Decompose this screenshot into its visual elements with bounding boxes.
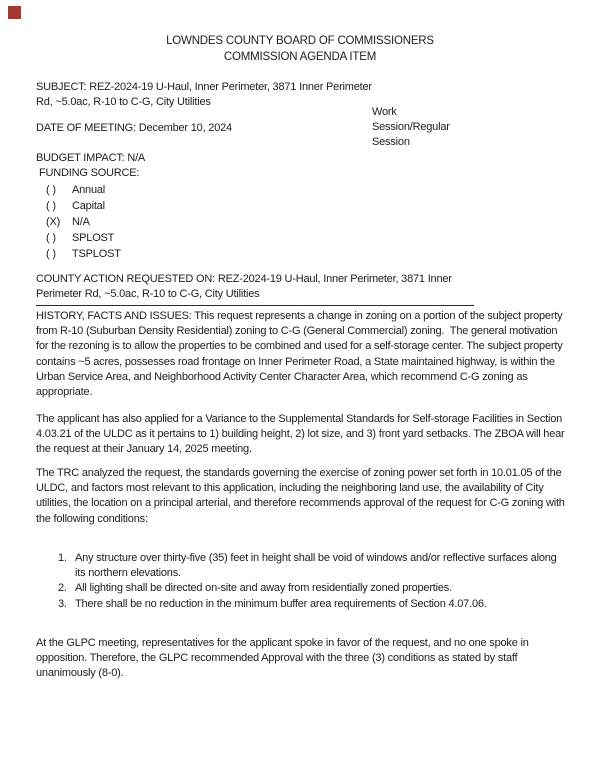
- budget-impact-field: BUDGET IMPACT: N/A: [36, 152, 146, 164]
- condition-text: All lighting shall be directed on-site and away from residentially zoned properties.: [75, 582, 452, 595]
- funding-option-annual: [46, 182, 121, 198]
- condition-number: 2.: [58, 582, 67, 595]
- condition-number: 3.: [58, 597, 67, 610]
- checkbox-na-checked: (X): [46, 216, 61, 228]
- date-of-meeting-field: DATE OF MEETING: December 10, 2024: [36, 122, 232, 134]
- condition-item-2: [58, 581, 568, 596]
- funding-option-label: TSPLOST: [72, 248, 121, 260]
- document-header: [0, 33, 600, 65]
- funding-source-label: FUNDING SOURCE:: [39, 167, 140, 179]
- checkbox-splost: ( ): [46, 232, 56, 244]
- funding-option-label: Annual: [72, 184, 106, 196]
- condition-item-3: [58, 597, 568, 612]
- condition-item-1: [58, 551, 568, 581]
- header-agenda-item-title: COMMISSION AGENDA ITEM: [223, 51, 377, 63]
- red-square-marker: [8, 6, 21, 19]
- funding-option-label: SPLOST: [72, 232, 115, 244]
- checkbox-annual: ( ): [46, 184, 56, 196]
- glpc-recommendation-paragraph: At the GLPC meeting, representatives for the applicant spoke in favor of the request, and no one spoke in opposition. Therefore, the GLPC recommended Approval with the three (3) conditions as stated by staff unanimously (8-0).: [36, 637, 532, 680]
- funding-option-label: Capital: [72, 200, 105, 212]
- history-facts-issues-paragraph: HISTORY, FACTS AND ISSUES: This request represents a change in zoning on a portion of the subject property from R-10 (Suburban Density Residential) zoning to C-G (General Commercial) zoning. The general motivation for the rezoning is to allow the properties to be combined and used for a self-storage center. The subject property contains ~5 acres, possesses road frontage on Inner Perimeter Road, a State maintained highway, is within the Urban Service Area, and Neighborhood Activity Center Character Area, which recommend C-G zoning as appropriate.: [36, 310, 566, 399]
- condition-number: 1.: [58, 552, 67, 564]
- subject-line-2: Rd, ~5.0ac, R-10 to C-G, City Utilities: [36, 96, 211, 109]
- funding-source-options: [46, 182, 121, 262]
- session-type-field: Work Session/Regular Session: [372, 106, 450, 149]
- subject-line-1: SUBJECT: REZ-2024-19 U-Haul, Inner Perimeter, 3871 Inner Perimeter: [36, 81, 372, 93]
- county-action-line-2: Perimeter Rd, ~5.0ac, R-10 to C-G, City Utilities: [36, 288, 260, 301]
- county-action-line-1: COUNTY ACTION REQUESTED ON: REZ-2024-19 U-Haul, Inner Perimeter, 3871 Inner: [36, 273, 452, 285]
- funding-option-capital: [46, 198, 121, 214]
- conditions-list: [58, 551, 568, 612]
- header-board-title: LOWNDES COUNTY BOARD OF COMMISSIONERS: [166, 35, 434, 47]
- funding-option-na: [46, 214, 121, 230]
- variance-paragraph: The applicant has also applied for a Variance to the Supplemental Standards for Self-storage Facilities in Section 4.03.21 of the ULDC as it pertains to 1) building height, 2) lot size, and 3) front yard setbacks. The ZBOA will hear the request at their January 14, 2025 meeting.: [36, 413, 568, 456]
- trc-analysis-paragraph: The TRC analyzed the request, the standards governing the exercise of zoning power set forth in 10.01.05 of the ULDC, and factors most relevant to this application, including the neighboring land use, the availability of City utilities, the location on a principal arterial, and therefore recommends approval of the request for C-G zoning with the following conditions:: [36, 467, 568, 525]
- funding-option-splost: [46, 230, 121, 246]
- county-action-requested-field: [36, 272, 474, 306]
- condition-text: Any structure over thirty-five (35) feet in height shall be void of windows and/or reflective surfaces along its northern elevations.: [75, 552, 560, 580]
- condition-text: There shall be no reduction in the minimum buffer area requirements of Section 4.07.06.: [75, 597, 487, 610]
- checkbox-capital: ( ): [46, 200, 56, 212]
- checkbox-tsplost: ( ): [46, 248, 56, 260]
- funding-option-label: N/A: [72, 216, 90, 228]
- funding-option-tsplost: [46, 246, 121, 262]
